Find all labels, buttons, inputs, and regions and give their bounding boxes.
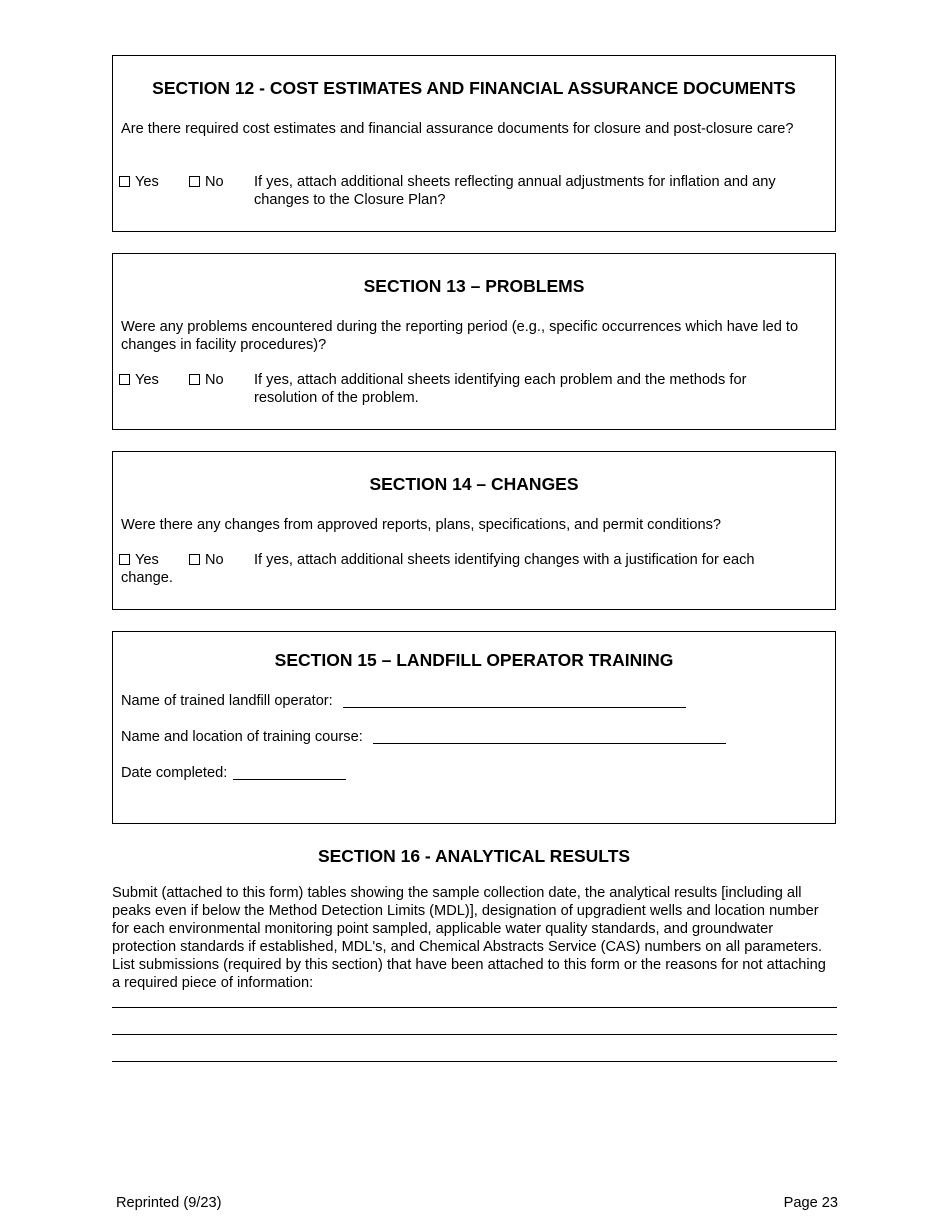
section-12-yes-option[interactable] [119, 173, 159, 191]
footer-reprinted: Reprinted (9/23) [116, 1195, 222, 1211]
section-15-title: SECTION 15 – LANDFILL OPERATOR TRAINING [274, 650, 674, 670]
section-14-yes-option[interactable] [119, 551, 159, 569]
section-14-yes-label: Yes [135, 552, 159, 568]
date-completed-label: Date completed: [121, 765, 228, 781]
section-13-yes-option[interactable] [119, 371, 159, 389]
footer-page-number: Page 23 [783, 1195, 838, 1211]
section-12-title: SECTION 12 - COST ESTIMATES AND FINANCIAL ASSURANCE DOCUMENTS [152, 78, 796, 98]
section-13-title: SECTION 13 – PROBLEMS [363, 276, 585, 296]
training-course-field[interactable] [373, 729, 726, 744]
section-14-no-checkbox[interactable] [189, 554, 200, 565]
section-12-no-checkbox[interactable] [189, 176, 200, 187]
section-13-no-checkbox[interactable] [189, 374, 200, 385]
section-16-answer-line-3[interactable] [112, 1061, 837, 1062]
training-course-label: Name and location of training course: [121, 729, 363, 745]
section-14-yes-checkbox[interactable] [119, 554, 130, 565]
section-14-note-line1: If yes, attach additional sheets identifying changes with a justification for each [254, 552, 755, 568]
section-14-question: Were there any changes from approved reports, plans, specifications, and permit conditions? [121, 517, 722, 533]
section-14-title: SECTION 14 – CHANGES [369, 474, 579, 494]
section-16-title: SECTION 16 - ANALYTICAL RESULTS [317, 846, 631, 866]
section-13-note: If yes, attach additional sheets identifying each problem and the methods for resolution of the problem. [254, 372, 747, 406]
section-16-answer-line-1[interactable] [112, 1007, 837, 1008]
section-15-box [112, 631, 836, 824]
section-13-no-option[interactable] [189, 371, 224, 389]
training-course-row [121, 728, 726, 746]
operator-name-row [121, 692, 686, 710]
operator-name-field[interactable] [343, 693, 686, 708]
section-14-note-line2: change. [121, 570, 173, 586]
section-13-question: Were any problems encountered during the reporting period (e.g., specific occurrences which have led to changes in facility procedures)? [121, 319, 799, 353]
section-12-no-label: No [205, 174, 224, 190]
section-16-instructions: Submit (attached to this form) tables showing the sample collection date, the analytical results [including all peaks even if below the Method Detection Limits (MDL)], designation of upgradient wells and location number for each environmental monitoring point sampled, applicable water quality standards, and groundwater protection standards if established, MDL's, and Chemical Abstracts Service (CAS) numbers on all parameters. List submissions (required by this section) that have been attached to this form or the reasons for not attaching a required piece of information: [112, 885, 826, 991]
section-13-yes-label: Yes [135, 372, 159, 388]
section-12-note: If yes, attach additional sheets reflecting annual adjustments for inflation and any changes to the Closure Plan? [254, 174, 776, 208]
operator-name-label: Name of trained landfill operator: [121, 693, 333, 709]
section-16-answer-line-2[interactable] [112, 1034, 837, 1035]
section-12-question: Are there required cost estimates and financial assurance documents for closure and post-closure care? [121, 121, 794, 137]
section-13-yes-checkbox[interactable] [119, 374, 130, 385]
section-14-no-label: No [205, 552, 224, 568]
section-14-no-option[interactable] [189, 551, 224, 569]
section-12-yes-checkbox[interactable] [119, 176, 130, 187]
section-12-yes-label: Yes [135, 174, 159, 190]
section-12-box [112, 55, 836, 232]
section-13-box [112, 253, 836, 430]
date-completed-row [121, 764, 346, 782]
section-13-no-label: No [205, 372, 224, 388]
section-14-box [112, 451, 836, 610]
date-completed-field[interactable] [233, 765, 346, 780]
section-12-no-option[interactable] [189, 173, 224, 191]
